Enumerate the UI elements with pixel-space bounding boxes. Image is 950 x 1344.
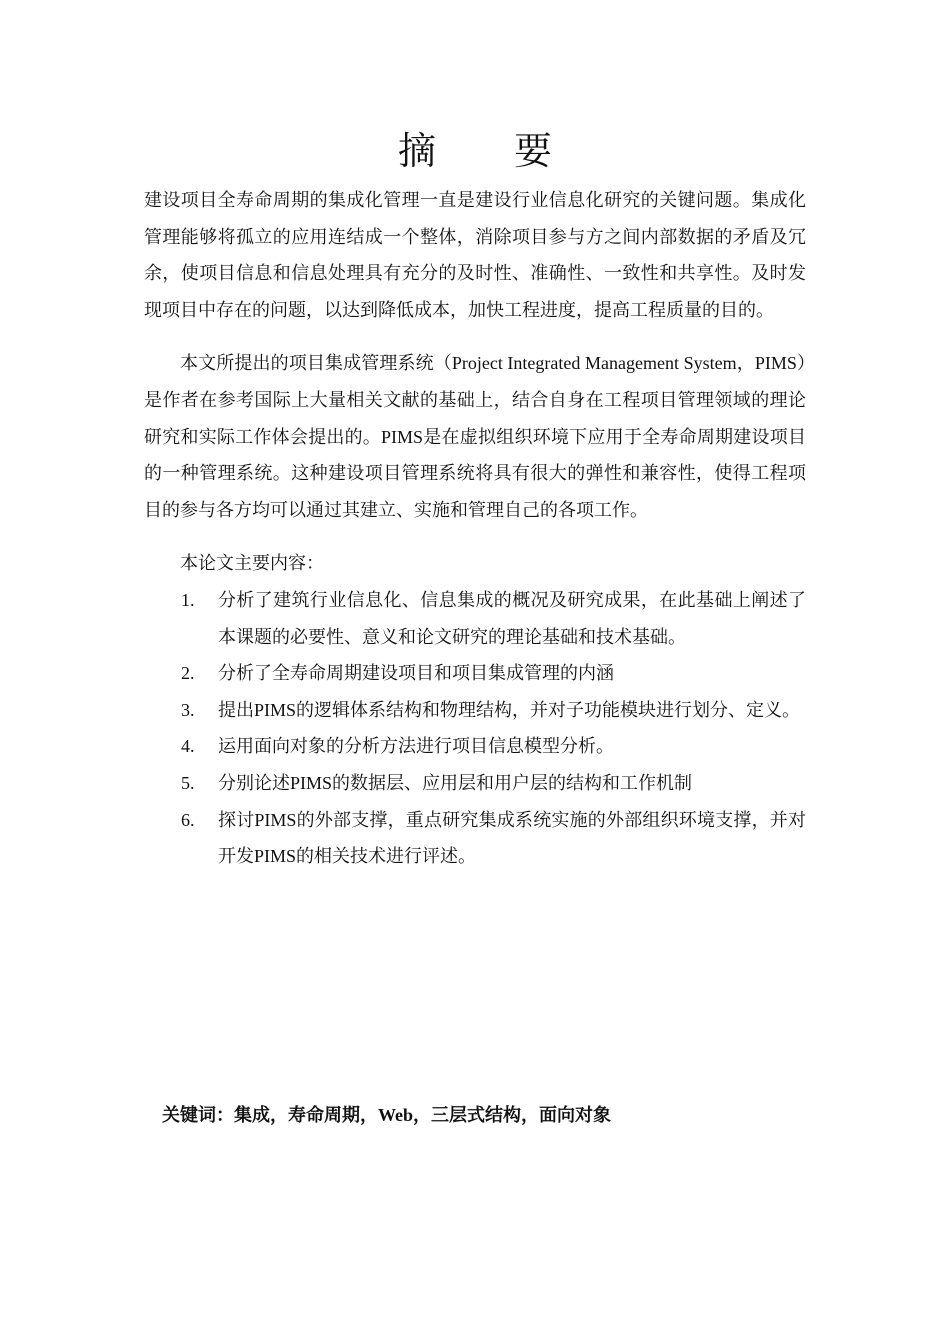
list-item: [144, 728, 806, 765]
page-title: [0, 124, 950, 180]
abstract-body: [144, 182, 806, 875]
contents-list: [144, 582, 806, 875]
abstract-paragraph-1: 建设项目全寿命周期的集成化管理一直是建设行业信息化研究的关键问题。集成化管理能够将孤立的应用连结成一个整体，消除项目参与方之间内部数据的矛盾及冗余，使项目信息和信息处理具有充分的及时性、准确性、一致性和共享性。及时发现项目中存在的问题，以达到降低成本，加快工程进度，提高工程质量的目的。: [144, 190, 806, 320]
list-item-text: 分别论述PIMS的数据层、应用层和用户层的结构和工作机制: [218, 772, 693, 793]
list-item-number: 2.: [181, 663, 195, 684]
abstract-paragraph-2: 本文所提出的项目集成管理系统（Project Integrated Management System，PIMS）是作者在参考国际上大量相关文献的基础上，结合自身在工程项目管理领域的理论研究和实际工作体会提出的。PIMS是在虚拟组织环境下应用于全寿命周期建设项目的一种管理系统。这种建设项目管理系统将具有很大的弹性和兼容性，使得工程项目的参与各方均可以通过其建立、实施和管理自己的各项工作。: [144, 353, 806, 520]
list-item: [144, 692, 806, 729]
list-item-number: 5.: [181, 772, 195, 793]
list-item-number: 3.: [181, 699, 195, 720]
list-item-text: 探讨PIMS的外部支撑，重点研究集成系统实施的外部组织环境支撑，并对开发PIMS的相关技术进行评述。: [218, 809, 806, 867]
list-item: [144, 802, 806, 875]
list-item: [144, 765, 806, 802]
title-char-2: 要: [514, 131, 553, 173]
list-item-number: 1.: [181, 589, 195, 610]
list-item-text: 运用面向对象的分析方法进行项目信息模型分析。: [218, 736, 614, 757]
list-item: [144, 582, 806, 655]
list-item: [144, 655, 806, 692]
list-item-text: 分析了建筑行业信息化、信息集成的概况及研究成果，在此基础上阐述了本课题的必要性、意义和论文研究的理论基础和技术基础。: [218, 589, 806, 647]
keywords-line: 关键词：集成，寿命周期，Web，三层式结构，面向对象: [162, 1105, 612, 1125]
list-item-text: 提出PIMS的逻辑体系结构和物理结构，并对子功能模块进行划分、定义。: [218, 699, 801, 720]
list-intro: 本论文主要内容：: [180, 553, 324, 574]
list-item-number: 4.: [181, 736, 195, 757]
list-item-number: 6.: [181, 809, 195, 830]
title-char-1: 摘: [397, 131, 436, 173]
list-item-text: 分析了全寿命周期建设项目和项目集成管理的内涵: [218, 663, 614, 684]
